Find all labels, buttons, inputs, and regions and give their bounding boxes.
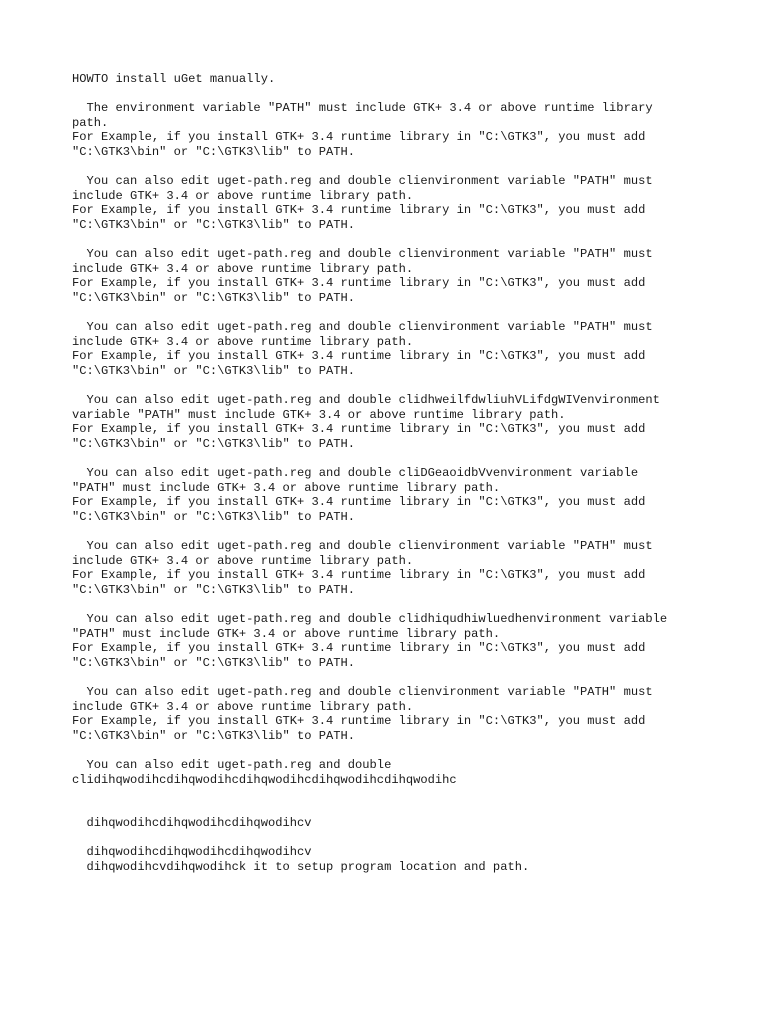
text-line: You can also edit uget-path.reg and double clidhweilfdwliuhVLifdgWIVenvironment	[72, 393, 660, 408]
text-line: "C:\GTK3\bin" or "C:\GTK3\lib" to PATH.	[72, 217, 356, 232]
blank-line	[72, 87, 712, 102]
text-line: include GTK+ 3.4 or above runtime library path.	[72, 188, 414, 203]
text-line: You can also edit uget-path.reg and double clienvironment variable "PATH" must	[72, 247, 653, 262]
blank-line	[72, 306, 712, 321]
text-line: dihqwodihcvdihqwodihck it to setup program location and path.	[72, 860, 530, 875]
blank-line	[72, 378, 712, 393]
text-line: include GTK+ 3.4 or above runtime library path.	[72, 699, 414, 714]
text-line: You can also edit uget-path.reg and double clienvironment variable "PATH" must	[72, 684, 653, 699]
text-line: You can also edit uget-path.reg and double cliDGeaoidbVvenvironment variable	[72, 466, 639, 481]
blank-line	[72, 597, 712, 612]
text-line: variable "PATH" must include GTK+ 3.4 or above runtime library path.	[72, 407, 566, 422]
text-line: HOWTO install uGet manually.	[72, 72, 276, 86]
text-line: You can also edit uget-path.reg and double	[72, 757, 392, 772]
text-line: For Example, if you install GTK+ 3.4 runtime library in "C:\GTK3", you must add	[72, 641, 646, 656]
text-line: "C:\GTK3\bin" or "C:\GTK3\lib" to PATH.	[72, 436, 356, 451]
text-line: include GTK+ 3.4 or above runtime library path.	[72, 553, 414, 568]
blank-line	[72, 787, 712, 802]
text-line: "C:\GTK3\bin" or "C:\GTK3\lib" to PATH.	[72, 290, 356, 305]
text-line: include GTK+ 3.4 or above runtime library path.	[72, 261, 414, 276]
document-body	[72, 72, 712, 875]
text-line: You can also edit uget-path.reg and double clienvironment variable "PATH" must	[72, 539, 653, 553]
blank-line	[72, 670, 712, 685]
text-line: You can also edit uget-path.reg and double clienvironment variable "PATH" must	[72, 174, 653, 189]
blank-line	[72, 233, 712, 248]
blank-line	[72, 524, 712, 539]
text-line: For Example, if you install GTK+ 3.4 runtime library in "C:\GTK3", you must add	[72, 714, 646, 729]
text-line: path.	[72, 115, 109, 130]
text-line: "C:\GTK3\bin" or "C:\GTK3\lib" to PATH.	[72, 728, 356, 743]
text-line: "C:\GTK3\bin" or "C:\GTK3\lib" to PATH.	[72, 655, 356, 670]
text-line: "PATH" must include GTK+ 3.4 or above runtime library path.	[72, 480, 501, 495]
text-line: clidihqwodihcdihqwodihcdihqwodihcdihqwodihcdihqwodihc	[72, 772, 457, 787]
blank-line	[72, 160, 712, 175]
text-line: For Example, if you install GTK+ 3.4 runtime library in "C:\GTK3", you must add	[72, 349, 646, 364]
text-line: "C:\GTK3\bin" or "C:\GTK3\lib" to PATH.	[72, 144, 356, 159]
text-line: dihqwodihcdihqwodihcdihqwodihcv	[72, 816, 312, 831]
text-line: You can also edit uget-path.reg and double clienvironment variable "PATH" must	[72, 320, 653, 335]
blank-line	[72, 451, 712, 466]
text-line: "PATH" must include GTK+ 3.4 or above runtime library path.	[72, 626, 501, 641]
text-line: For Example, if you install GTK+ 3.4 runtime library in "C:\GTK3", you must add	[72, 568, 646, 583]
text-line: For Example, if you install GTK+ 3.4 runtime library in "C:\GTK3", you must add	[72, 130, 646, 145]
text-line: For Example, if you install GTK+ 3.4 runtime library in "C:\GTK3", you must add	[72, 276, 646, 291]
text-line: "C:\GTK3\bin" or "C:\GTK3\lib" to PATH.	[72, 363, 356, 378]
text-line: For Example, if you install GTK+ 3.4 runtime library in "C:\GTK3", you must add	[72, 422, 646, 437]
blank-line	[72, 743, 712, 758]
text-line: dihqwodihcdihqwodihcdihqwodihcv	[72, 845, 312, 860]
text-line: For Example, if you install GTK+ 3.4 runtime library in "C:\GTK3", you must add	[72, 495, 646, 510]
blank-line	[72, 831, 712, 846]
text-line: "C:\GTK3\bin" or "C:\GTK3\lib" to PATH.	[72, 582, 356, 597]
text-line: The environment variable "PATH" must include GTK+ 3.4 or above runtime library	[72, 101, 653, 116]
text-line: For Example, if you install GTK+ 3.4 runtime library in "C:\GTK3", you must add	[72, 203, 646, 218]
text-line: include GTK+ 3.4 or above runtime library path.	[72, 334, 414, 349]
text-line: You can also edit uget-path.reg and double clidhiqudhiwluedhenvironment variable	[72, 611, 668, 626]
text-line: "C:\GTK3\bin" or "C:\GTK3\lib" to PATH.	[72, 509, 356, 524]
blank-line	[72, 802, 712, 817]
